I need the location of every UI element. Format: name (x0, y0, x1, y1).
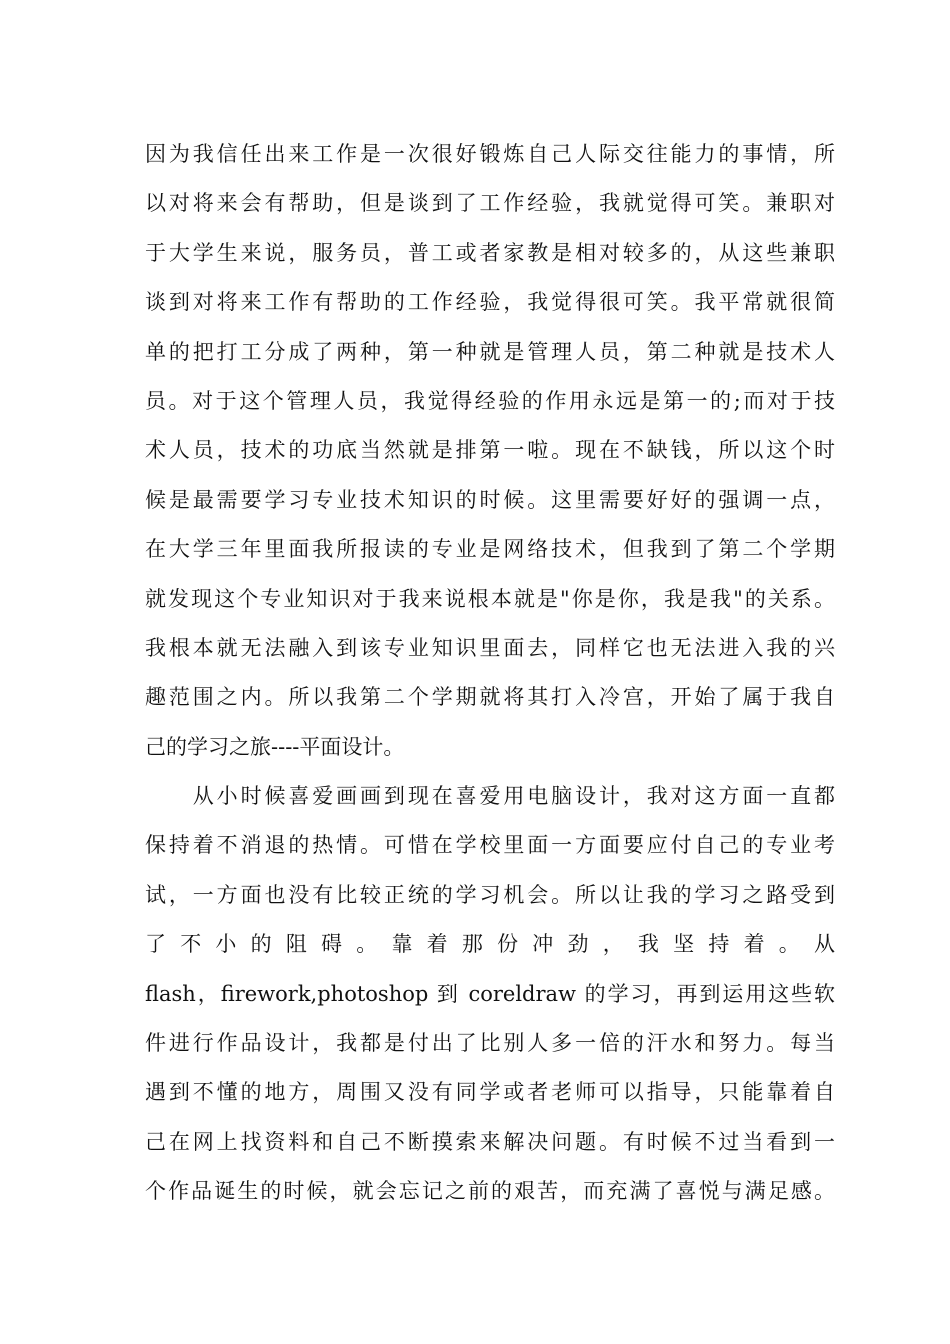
text-line: 单的把打工分成了两种，第一种就是管理人员，第二种就是技术人 (145, 339, 835, 364)
text-line: 保持着不消退的热情。可惜在学校里面一方面要应付自己的专业考 (145, 833, 835, 858)
text-line: 遇到不懂的地方，周围又没有同学或者老师可以指导，只能靠着自 (145, 1080, 835, 1105)
text-line: 于大学生来说，服务员，普工或者家教是相对较多的，从这些兼职 (145, 240, 835, 265)
text-line: 候是最需要学习专业技术知识的时候。这里需要好好的强调一点， (145, 487, 835, 512)
text-line: 己在网上找资料和自己不断摸索来解决问题。有时候不过当看到一 (145, 1129, 835, 1154)
text-line: 员。对于这个管理人员，我觉得经验的作用永远是第一的;而对于技 (145, 388, 835, 413)
text-line: 件进行作品设计，我都是付出了比别人多一倍的汗水和努力。每当 (145, 1031, 835, 1056)
text-line: 趣范围之内。所以我第二个学期就将其打入冷宫，开始了属于我自 (145, 685, 835, 710)
text-line: 试，一方面也没有比较正统的学习机会。所以让我的学习之路受到 (145, 882, 835, 907)
text-line: flash，firework,photoshop 到 coreldraw 的学习，再到运用这些软 (145, 981, 835, 1006)
text-line: 谈到对将来工作有帮助的工作经验，我觉得很可笑。我平常就很简 (145, 290, 835, 315)
text-line: 了 不 小 的 阻 碍 。 靠 着 那 份 冲 劲 ， 我 坚 持 着 。 从 (145, 932, 835, 957)
text-line: 因为我信任出来工作是一次很好锻炼自己人际交往能力的事情，所 (145, 142, 835, 166)
text-line: 个作品诞生的时候，就会忘记之前的艰苦，而充满了喜悦与满足感。 (145, 1179, 835, 1204)
text-line: 我根本就无法融入到该专业知识里面去，同样它也无法进入我的兴 (145, 635, 835, 660)
text-line: 在大学三年里面我所报读的专业是网络技术，但我到了第二个学期 (145, 537, 835, 562)
text-line: 术人员，技术的功底当然就是排第一啦。现在不缺钱，所以这个时 (145, 438, 835, 463)
paragraph-start-line: 从小时候喜爱画画到现在喜爱用电脑设计，我对这方面一直都 (145, 784, 835, 809)
text-line: 己的学习之旅----平面设计。 (145, 734, 405, 759)
text-line: 就发现这个专业知识对于我来说根本就是"你是你，我是我"的关系。 (145, 586, 835, 611)
body-text (145, 130, 835, 1217)
text-line: 以对将来会有帮助，但是谈到了工作经验，我就觉得可笑。兼职对 (145, 191, 835, 216)
